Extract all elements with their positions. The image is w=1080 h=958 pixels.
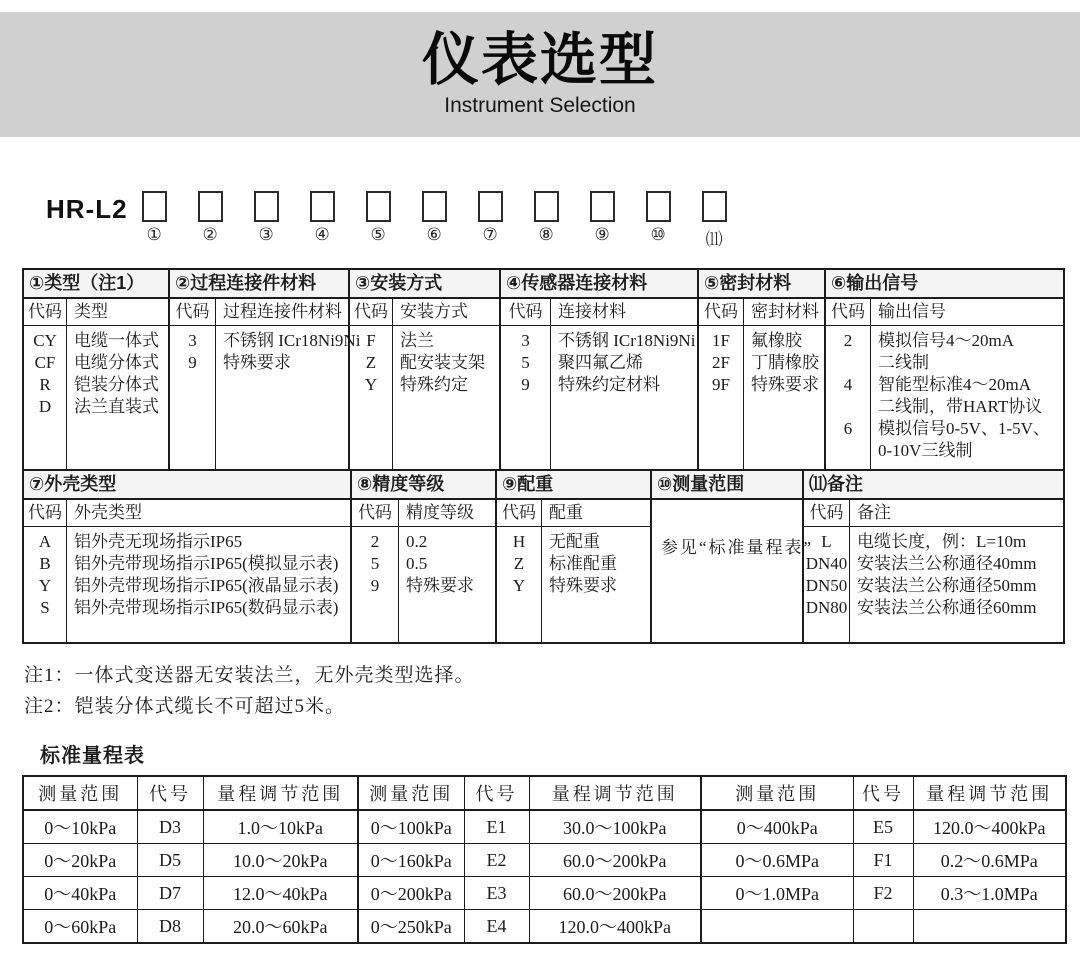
- range-table-header-row: [23, 776, 1066, 810]
- section-body: [350, 326, 499, 469]
- range-header-cell: 代号: [137, 776, 203, 810]
- range-cell: 0.2～0.6MPa: [913, 844, 1066, 877]
- model-code-box: [142, 191, 167, 222]
- desc-value: 特殊要求: [223, 353, 291, 372]
- range-table-title: 标准量程表: [40, 745, 145, 767]
- desc-value: 二线制，带HART协议: [878, 397, 1043, 416]
- code-header-cell: 代码: [24, 299, 67, 325]
- range-cell: 10.0～20kPa: [203, 844, 358, 877]
- section-body: [501, 326, 697, 469]
- model-position: [534, 191, 559, 250]
- desc-column: [542, 527, 650, 642]
- desc-value: 聚四氟乙烯: [558, 353, 643, 372]
- desc-column: [399, 527, 495, 642]
- code-value: B: [39, 554, 51, 573]
- desc-value: 标准配重: [549, 554, 617, 573]
- code-value: Z: [513, 554, 525, 573]
- range-cell: E3: [464, 877, 529, 910]
- range-cell: F2: [853, 877, 913, 910]
- desc-value: 铝外壳带现场指示IP65(液晶显示表): [74, 576, 339, 595]
- model-code-boxes: [142, 191, 727, 250]
- range-table-row: [23, 810, 1066, 844]
- model-code-box: [310, 191, 335, 222]
- desc-column: [551, 326, 697, 469]
- code-value: Y: [364, 375, 378, 394]
- section-title: ⑨配重: [497, 471, 650, 500]
- desc-value: 安装法兰公称通径60mm: [857, 598, 1037, 617]
- range-cell: 12.0～40kPa: [203, 877, 358, 910]
- code-value: 2: [843, 331, 853, 350]
- code-column: [170, 326, 216, 469]
- code-header-cell: 代码: [699, 299, 744, 325]
- desc-value: 0-10V三线制: [878, 441, 973, 460]
- model-position-number: ①: [146, 225, 162, 244]
- model-position-number: ⑩: [650, 225, 666, 244]
- model-position: [366, 191, 391, 250]
- footnote-line: 注1：一体式变送器无安装法兰，无外壳类型选择。: [24, 665, 475, 686]
- desc-value: 0.2: [406, 532, 428, 551]
- code-header-cell: 代码: [24, 500, 67, 526]
- range-cell: E4: [464, 910, 529, 944]
- range-header-cell: 测量范围: [358, 776, 464, 810]
- desc-column: [67, 326, 168, 469]
- code-value: [826, 396, 870, 418]
- section-title: ⑩测量范围: [652, 471, 802, 500]
- selection-section: [495, 471, 650, 642]
- range-cell: [913, 910, 1066, 944]
- selection-section: [802, 471, 1063, 642]
- range-cell: 0～60kPa: [23, 910, 137, 944]
- code-value: CY: [33, 331, 57, 350]
- model-position: [142, 191, 167, 250]
- section-title: ⑧精度等级: [352, 471, 495, 500]
- range-table-row: [23, 910, 1066, 944]
- range-cell: E5: [853, 810, 913, 844]
- range-table-row: [23, 877, 1066, 910]
- range-cell: 0～40kPa: [23, 877, 137, 910]
- desc-column: [393, 326, 499, 469]
- desc-header-cell: 外壳类型: [74, 503, 142, 522]
- model-position: [702, 191, 727, 250]
- range-table-row: [23, 844, 1066, 877]
- model-position-number: ⑦: [482, 225, 498, 244]
- desc-value: 无配重: [549, 532, 600, 551]
- range-cell: 20.0～60kPa: [203, 910, 358, 944]
- selection-section: [168, 270, 361, 469]
- model-code-box: [478, 191, 503, 222]
- code-value: DN40: [805, 554, 848, 573]
- model-position: [646, 191, 671, 250]
- code-value: [826, 440, 870, 462]
- range-cell: 120.0～400kPa: [913, 810, 1066, 844]
- model-position: [590, 191, 615, 250]
- section-title: ③安装方式: [350, 270, 499, 299]
- desc-value: 丁腈橡胶: [751, 353, 819, 372]
- code-column: [699, 326, 744, 469]
- code-header-cell: 代码: [170, 299, 216, 325]
- desc-value: 法兰: [400, 331, 434, 350]
- selection-section: [350, 471, 495, 642]
- range-cell: 1.0～10kPa: [203, 810, 358, 844]
- desc-value: 铝外壳带现场指示IP65(数码显示表): [74, 598, 339, 617]
- section-body: [352, 527, 495, 642]
- range-cell: D8: [137, 910, 203, 944]
- desc-column: [67, 527, 350, 642]
- standard-range-table: [22, 775, 1067, 944]
- section-title: ②过程连接件材料: [170, 270, 348, 299]
- range-cell: 0～160kPa: [358, 844, 464, 877]
- range-cell: 120.0～400kPa: [529, 910, 701, 944]
- footnotes: [24, 660, 1080, 722]
- section-title: ⑤密封材料: [699, 270, 824, 299]
- code-value: 9F: [712, 375, 730, 394]
- selection-table: [22, 268, 1065, 644]
- desc-header-cell: 配重: [549, 503, 583, 522]
- range-header-cell: 量程调节范围: [203, 776, 358, 810]
- model-position: [198, 191, 223, 250]
- model-code-box: [590, 191, 615, 222]
- range-cell: D7: [137, 877, 203, 910]
- desc-value: 电缆一体式: [74, 331, 159, 350]
- code-value: CF: [34, 353, 56, 372]
- range-cell: 0～20kPa: [23, 844, 137, 877]
- range-header-cell: 测量范围: [701, 776, 853, 810]
- code-value: 9: [521, 375, 530, 394]
- section-subheader: [804, 500, 1063, 527]
- code-value: L: [821, 532, 832, 551]
- range-cell: 0～400kPa: [701, 810, 853, 844]
- desc-header-cell: 安装方式: [400, 302, 468, 321]
- selection-section: [650, 471, 814, 642]
- model-code-box: [366, 191, 391, 222]
- model-code-box: [702, 191, 727, 222]
- code-header-cell: 代码: [501, 299, 551, 325]
- section-title: ⑾备注: [804, 471, 1063, 500]
- code-value: 9: [188, 353, 197, 372]
- code-column: [804, 527, 850, 642]
- selection-section: [824, 270, 1063, 469]
- desc-value: 不锈钢 ICr18Ni9Ni: [223, 331, 361, 350]
- model-position: [310, 191, 335, 250]
- section-body: [804, 527, 1063, 642]
- desc-value: 特殊要求: [549, 576, 617, 595]
- desc-value: 不锈钢 ICr18Ni9Ni: [558, 331, 696, 350]
- page-title: 仪表选型: [422, 28, 658, 92]
- desc-value: 铝外壳带现场指示IP65(模拟显示表): [74, 554, 339, 573]
- code-value: 6: [843, 419, 853, 438]
- selection-section: [499, 270, 697, 469]
- code-value: D: [38, 397, 52, 416]
- range-cell: [701, 910, 853, 944]
- code-value: 2F: [712, 353, 730, 372]
- code-value: [826, 352, 870, 374]
- footnote-line: 注2：铠装分体式缆长不可超过5米。: [24, 696, 346, 717]
- desc-value: 二线制: [878, 353, 929, 372]
- range-cell: 0～250kPa: [358, 910, 464, 944]
- section-subheader: [699, 299, 824, 326]
- code-value: H: [512, 532, 526, 551]
- section-subheader: [826, 299, 1063, 326]
- section-subheader: [170, 299, 348, 326]
- code-header-cell: 代码: [826, 299, 871, 325]
- range-cell: F1: [853, 844, 913, 877]
- code-value: A: [38, 532, 52, 551]
- desc-value: 法兰直装式: [74, 397, 159, 416]
- code-header-cell: 代码: [804, 500, 850, 526]
- desc-header-cell: 类型: [74, 302, 108, 321]
- desc-value: 0.5: [406, 554, 428, 573]
- desc-value: 特殊要求: [406, 576, 474, 595]
- code-value: 2: [370, 532, 380, 551]
- section-body: [497, 527, 650, 642]
- model-code-box: [534, 191, 559, 222]
- model-code-row: [46, 191, 1080, 249]
- code-value: Z: [365, 353, 377, 372]
- selection-table-row1: [24, 270, 1063, 471]
- selection-section: [24, 471, 350, 642]
- page-subtitle: Instrument Selection: [444, 94, 636, 117]
- code-value: DN50: [805, 576, 848, 595]
- section-body: [170, 326, 361, 469]
- desc-value: 模拟信号4～20mA: [878, 331, 1014, 350]
- section-title: ④传感器连接材料: [501, 270, 697, 299]
- selection-section: [348, 270, 499, 469]
- code-column: [826, 326, 871, 469]
- model-position-number: ②: [202, 225, 218, 244]
- desc-value: 配安装支架: [400, 353, 485, 372]
- code-value: Y: [38, 576, 52, 595]
- desc-value: 氟橡胶: [751, 331, 802, 350]
- desc-value: 铝外壳无现场指示IP65: [74, 532, 243, 551]
- range-cell: [853, 910, 913, 944]
- model-position: [254, 191, 279, 250]
- desc-value: 电缆长度，例：L=10m: [857, 532, 1027, 551]
- code-value: 4: [843, 375, 853, 394]
- code-value: F: [366, 331, 376, 350]
- section-subheader: [350, 299, 499, 326]
- desc-value: 安装法兰公称通径50mm: [857, 576, 1037, 595]
- code-value: 3: [188, 331, 197, 350]
- range-header-cell: 代号: [853, 776, 913, 810]
- code-header-cell: 代码: [350, 299, 393, 325]
- range-cell: E2: [464, 844, 529, 877]
- range-cell: 60.0～200kPa: [529, 844, 701, 877]
- model-position: [478, 191, 503, 250]
- section-subheader: [24, 500, 350, 527]
- code-value: DN80: [805, 598, 848, 617]
- model-position-number: ③: [258, 225, 274, 244]
- range-cell: D3: [137, 810, 203, 844]
- desc-value: 安装法兰公称通径40mm: [857, 554, 1037, 573]
- model-prefix: HR-L2: [46, 194, 128, 224]
- desc-column: [871, 326, 1063, 469]
- section-subheader: [501, 299, 697, 326]
- desc-header-cell: 备注: [857, 503, 891, 522]
- range-cell: 0～0.6MPa: [701, 844, 853, 877]
- range-reference-note: 参见“标准量程表”: [661, 538, 814, 557]
- code-value: Y: [512, 576, 526, 595]
- page-header-band: [0, 12, 1080, 137]
- code-value: R: [39, 375, 51, 394]
- selection-section: [697, 270, 824, 469]
- desc-value: 特殊约定: [400, 375, 468, 394]
- range-cell: 0.3～1.0MPa: [913, 877, 1066, 910]
- desc-value: 模拟信号0-5V、1-5V、: [878, 419, 1050, 438]
- selection-section: [24, 270, 168, 469]
- code-header-cell: 代码: [497, 500, 542, 526]
- code-header-cell: 代码: [352, 500, 399, 526]
- model-code-box: [422, 191, 447, 222]
- desc-value: 智能型标准4～20mA: [878, 375, 1031, 394]
- range-cell: 30.0～100kPa: [529, 810, 701, 844]
- range-cell: 0～100kPa: [358, 810, 464, 844]
- range-cell: 0～200kPa: [358, 877, 464, 910]
- code-value: 1F: [712, 331, 730, 350]
- range-header-cell: 量程调节范围: [529, 776, 701, 810]
- range-cell: D5: [137, 844, 203, 877]
- model-code-box: [198, 191, 223, 222]
- desc-column: [850, 527, 1063, 642]
- section-body: [24, 326, 168, 469]
- desc-header-cell: 过程连接件材料: [223, 302, 342, 321]
- code-column: [501, 326, 551, 469]
- model-position: [422, 191, 447, 250]
- desc-value: 电缆分体式: [74, 353, 159, 372]
- model-position-number: ⑨: [594, 225, 610, 244]
- section-title: ①类型（注1）: [24, 270, 168, 299]
- code-column: [350, 326, 393, 469]
- section-body: [24, 527, 350, 642]
- model-position-number: ⑧: [538, 225, 554, 244]
- model-code-box: [646, 191, 671, 222]
- range-cell: 0～1.0MPa: [701, 877, 853, 910]
- section-body: [826, 326, 1063, 469]
- section-subheader: [24, 299, 168, 326]
- desc-header-cell: 连接材料: [558, 302, 626, 321]
- desc-column: [216, 326, 361, 469]
- model-position-number: ⑥: [426, 225, 442, 244]
- range-cell: E1: [464, 810, 529, 844]
- model-position-number: ⑾: [705, 230, 723, 249]
- desc-value: 铠装分体式: [74, 375, 159, 394]
- section-title: ⑦外壳类型: [24, 471, 350, 500]
- range-cell: 60.0～200kPa: [529, 877, 701, 910]
- model-position-number: ⑤: [370, 225, 386, 244]
- code-column: [352, 527, 399, 642]
- desc-column: [744, 326, 824, 469]
- code-value: 3: [521, 331, 530, 350]
- code-column: [24, 527, 67, 642]
- section-subheader: [497, 500, 650, 527]
- desc-header-cell: 输出信号: [878, 302, 946, 321]
- section-subheader: [352, 500, 495, 527]
- code-value: 9: [370, 576, 380, 595]
- desc-header-cell: 精度等级: [406, 503, 474, 522]
- selection-table-row2: [24, 471, 1063, 642]
- section-title: ⑥输出信号: [826, 270, 1063, 299]
- code-value: 5: [370, 554, 380, 573]
- desc-value: 特殊要求: [751, 375, 819, 394]
- range-header-cell: 代号: [464, 776, 529, 810]
- code-value: 5: [521, 353, 530, 372]
- model-code-box: [254, 191, 279, 222]
- code-column: [24, 326, 67, 469]
- code-value: S: [40, 598, 50, 617]
- range-cell: 0～10kPa: [23, 810, 137, 844]
- range-header-cell: 测量范围: [23, 776, 137, 810]
- code-column: [497, 527, 542, 642]
- desc-value: 特殊约定材料: [558, 375, 660, 394]
- desc-header-cell: 密封材料: [751, 302, 819, 321]
- range-header-cell: 量程调节范围: [913, 776, 1066, 810]
- section-body: [699, 326, 824, 469]
- model-position-number: ④: [314, 225, 330, 244]
